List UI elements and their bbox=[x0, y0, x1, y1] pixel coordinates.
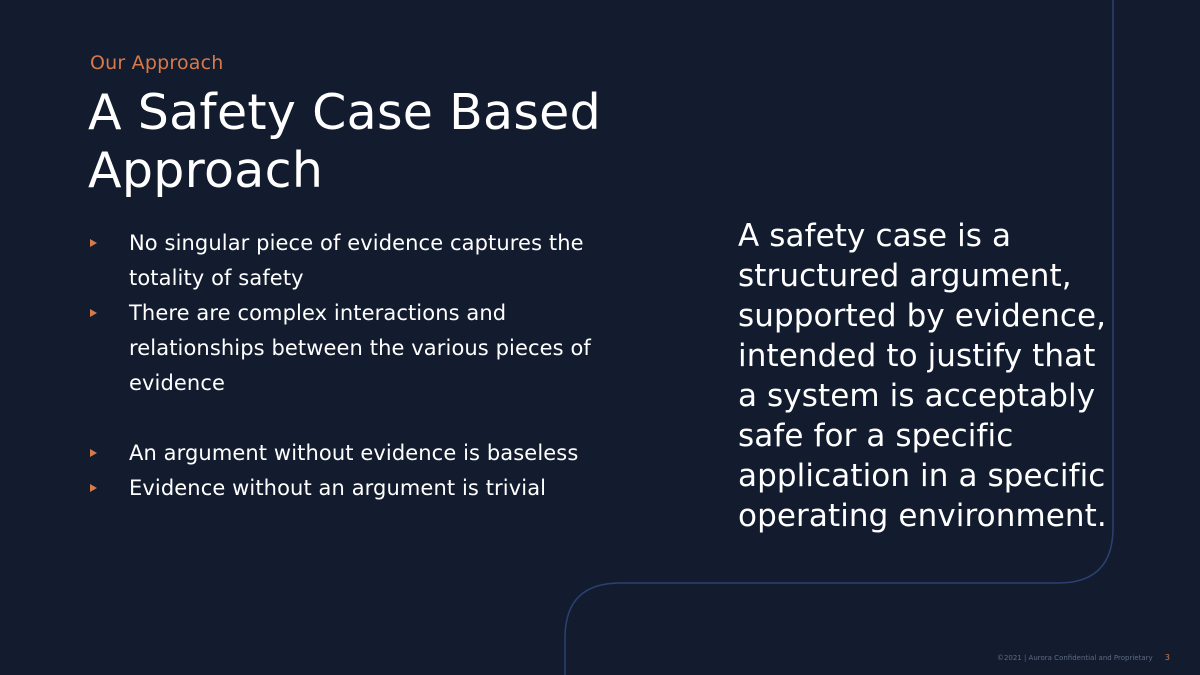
triangle-bullet-icon bbox=[90, 239, 97, 247]
triangle-bullet-icon bbox=[90, 449, 97, 457]
safety-case-definition: A safety case is a structured argument, supported by evidence, intended to justify that a system is acceptably safe for a specific application in a specific operating environment. bbox=[738, 218, 1107, 534]
bullet-text: Evidence without an argument is trivial bbox=[129, 476, 547, 500]
section-eyebrow: Our Approach bbox=[90, 52, 224, 74]
footer bbox=[997, 653, 1170, 662]
bullet-item bbox=[88, 436, 608, 471]
bullet-item bbox=[88, 471, 608, 506]
bullet-list bbox=[88, 226, 608, 506]
bullet-text: An argument without evidence is baseless bbox=[129, 441, 579, 465]
bullet-item bbox=[88, 296, 608, 401]
bullet-item bbox=[88, 226, 608, 296]
triangle-bullet-icon bbox=[90, 309, 97, 317]
bullet-text: No singular piece of evidence captures the totality of safety bbox=[129, 231, 584, 290]
triangle-bullet-icon bbox=[90, 484, 97, 492]
slide-title: A Safety Case Based Approach bbox=[88, 84, 602, 199]
copyright-text: ©2021 | Aurora Confidential and Proprietary bbox=[996, 654, 1153, 662]
bullet-text: There are complex interactions and relationships between the various pieces of evidence bbox=[129, 301, 591, 395]
page-number: 3 bbox=[1164, 653, 1170, 662]
